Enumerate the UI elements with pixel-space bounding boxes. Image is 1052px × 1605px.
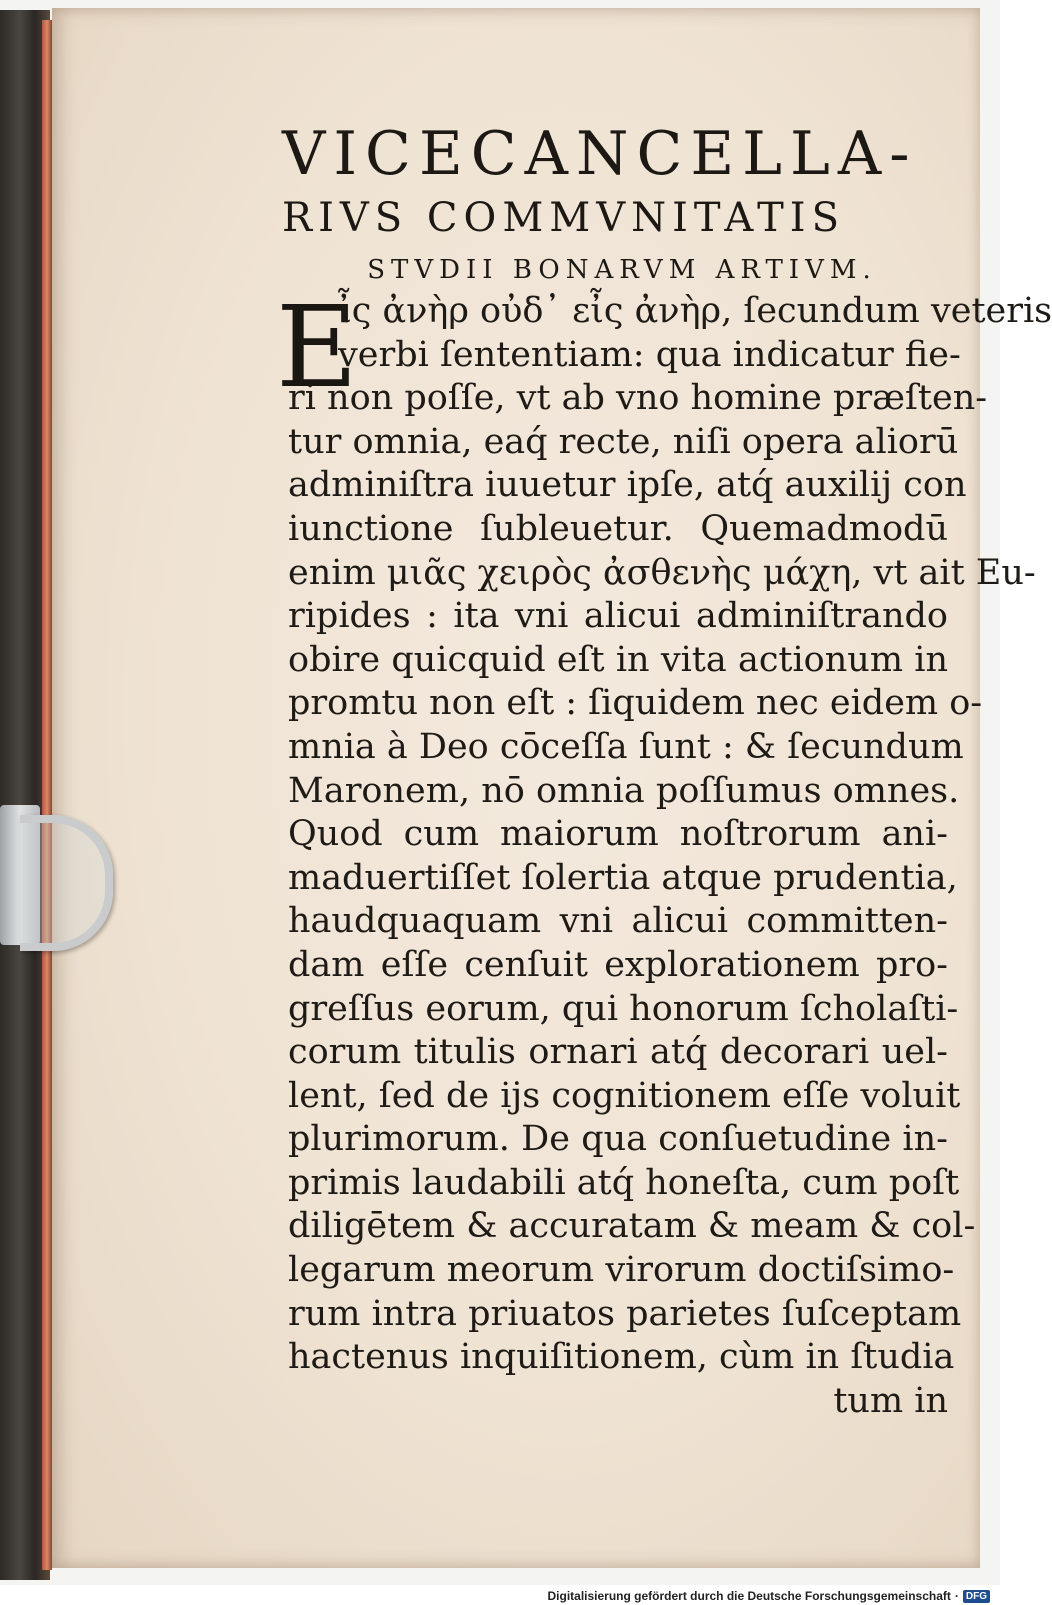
text-line: primis laudabili atq́ honeſta, cum poſt [288,1162,960,1203]
text-line: ripides : ita vni alicui adminiſtrando [288,596,948,637]
text-line: corum titulis ornari atq́ decorari uel- [288,1032,948,1073]
text-line: legarum meorum virorum doctiſsimo- [288,1250,955,1291]
page-heading [282,120,942,294]
text-line: dam eſſe cenſuit explorationem pro- [288,944,948,985]
text-line: enim μιᾶς χειρὸς ἀσθενὴς μάχη, vt ait Eu- [288,552,1036,593]
text-line: hactenus inquiſitionem, cùm in ſtudia [288,1337,955,1378]
catchword: tum in [833,1380,948,1421]
text-line: diligētem & accuratam & meam & col- [288,1206,976,1247]
clip-loop [20,815,113,951]
text-line: mnia à Deo cōceſſa ſunt : & ſecundum [288,726,964,767]
text-line: ri non poſſe, vt ab vno homine præſten- [288,378,988,419]
heading-line-1: VICECANCELLA- [282,119,918,189]
drop-initial: E [276,283,358,413]
text-line: iunctione ſubleuetur. Quemadmodū [288,508,948,549]
page-clip [0,805,110,945]
text-line: haudquaquam vni alicui committen- [288,901,948,942]
digitization-credit [547,1589,990,1603]
heading-line-3: STVDII BONARVM ARTIVM. [367,255,877,285]
text-line: greſſus eorum, qui honorum ſcholaſti- [288,988,959,1029]
text-line: promtu non eſt : ſiquidem nec eidem o- [288,683,983,724]
text-line: plurimorum. De qua conſuetudine in- [288,1119,948,1160]
text-line: rum intra priuatos parietes ſuſceptam [288,1293,962,1334]
text-line: obire quicquid eſt in vita actionum in [288,639,948,680]
heading-line-2: RIVS COMMVNITATIS [282,195,845,241]
text-line: adminiſtra iuuetur ipſe, atq́ auxilij con [288,465,967,506]
text-line: Maronem, nō omnia poſſumus omnes. [288,770,960,811]
credit-separator: · [954,1589,959,1603]
credit-text: Digitalisierung gefördert durch die Deutsche Forschungsgemeinschaft [547,1589,951,1603]
text-line: Quod cum maiorum noſtrorum ani- [288,814,948,855]
text-line: tur omnia, eaq́ recte, niſi opera aliorū [288,421,959,462]
body-text [288,290,1052,1423]
binding-edge [42,20,52,1570]
text-line: lent, ſed de ijs cognitionem eſſe voluit [288,1075,961,1116]
dfg-logo: DFG [963,1590,990,1603]
text-line: verbi ſententiam: qua indicatur fie- [338,334,961,375]
text-line: maduertiſſet ſolertia atque prudentia, [288,857,958,898]
text-line: ἶς ἀνὴρ οὐδ᾽ εἶς ἀνὴρ, ſecundum veteris [338,291,1052,331]
